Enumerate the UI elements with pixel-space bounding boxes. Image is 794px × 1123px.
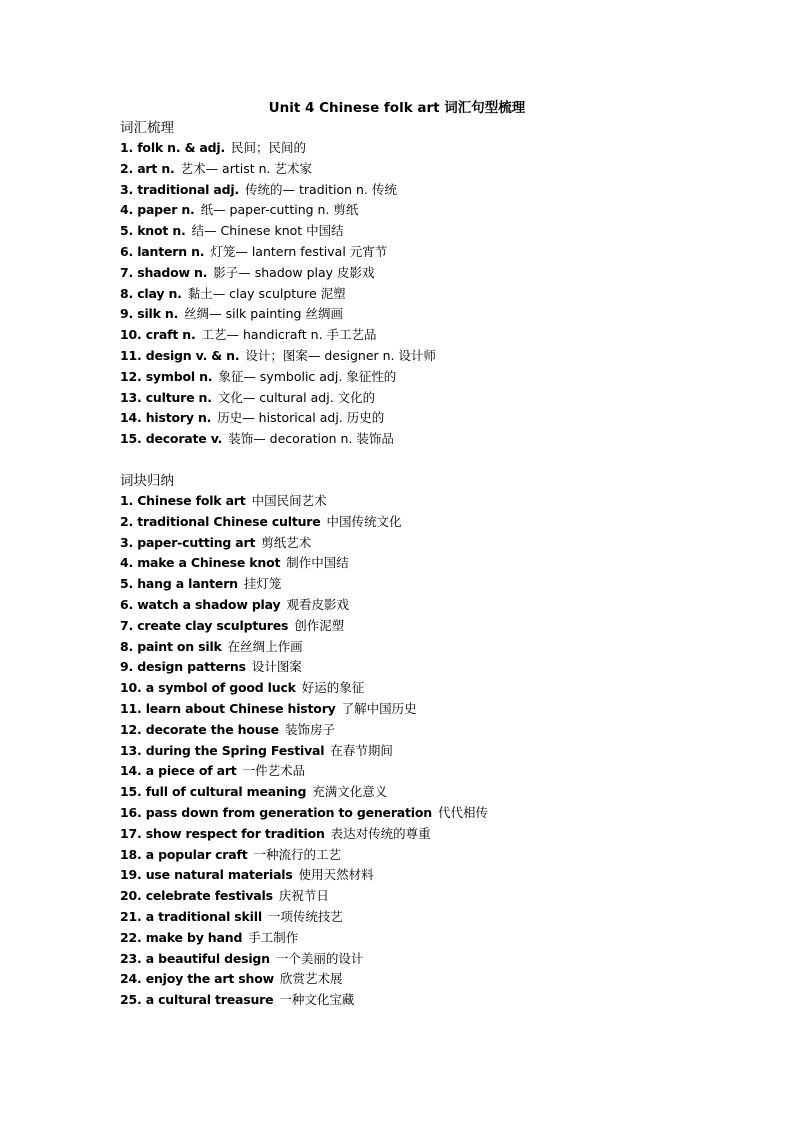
item-english: 25. a cultural treasure bbox=[120, 992, 274, 1008]
phrase-item bbox=[120, 761, 760, 782]
item-chinese: 表达对传统的尊重 bbox=[330, 825, 431, 841]
item-english: 3. traditional adj. bbox=[120, 181, 240, 197]
item-english: 17. show respect for tradition bbox=[120, 825, 325, 841]
item-english: 8. clay n. bbox=[120, 285, 182, 301]
item-chinese: 剪纸艺术 bbox=[261, 534, 312, 550]
item-chinese: 灯笼— lantern festival 元宵节 bbox=[210, 243, 388, 259]
item-chinese: 一种文化宝藏 bbox=[279, 992, 355, 1008]
vocab-item bbox=[120, 304, 760, 325]
item-english: 24. enjoy the art show bbox=[120, 971, 274, 987]
item-english: 7. create clay sculptures bbox=[120, 617, 289, 633]
phrases-list bbox=[120, 491, 760, 1011]
item-chinese: 纸— paper-cutting n. 剪纸 bbox=[200, 202, 359, 218]
item-english: 13. culture n. bbox=[120, 389, 212, 405]
item-chinese: 装饰— decoration n. 装饰品 bbox=[228, 431, 394, 447]
vocab-item bbox=[120, 284, 760, 305]
item-chinese: 庆祝节日 bbox=[278, 888, 329, 904]
item-chinese: 创作泥塑 bbox=[294, 617, 345, 633]
item-chinese: 在丝绸上作画 bbox=[227, 638, 303, 654]
item-chinese: 观看皮影戏 bbox=[286, 596, 349, 612]
phrase-item bbox=[120, 907, 760, 928]
item-english: 5. knot n. bbox=[120, 223, 186, 239]
vocabulary-section bbox=[120, 118, 760, 450]
item-english: 15. decorate v. bbox=[120, 431, 223, 447]
item-chinese: 了解中国历史 bbox=[341, 700, 417, 716]
phrase-item bbox=[120, 845, 760, 866]
vocab-item bbox=[120, 263, 760, 284]
item-english: 8. paint on silk bbox=[120, 638, 222, 654]
item-chinese: 一件艺术品 bbox=[242, 763, 306, 779]
item-chinese: 中国传统文化 bbox=[326, 513, 402, 529]
item-chinese: 文化— cultural adj. 文化的 bbox=[217, 389, 376, 405]
item-english: 6. watch a shadow play bbox=[120, 596, 281, 612]
vocab-item bbox=[120, 388, 760, 409]
item-english: 12. decorate the house bbox=[120, 721, 279, 737]
phrase-item bbox=[120, 886, 760, 907]
phrase-item bbox=[120, 678, 760, 699]
item-english: 5. hang a lantern bbox=[120, 576, 238, 592]
item-english: 20. celebrate festivals bbox=[120, 888, 273, 904]
vocab-item bbox=[120, 200, 760, 221]
phrase-item bbox=[120, 741, 760, 762]
phrase-item bbox=[120, 990, 760, 1011]
item-english: 11. learn about Chinese history bbox=[120, 700, 336, 716]
vocabulary-list bbox=[120, 138, 760, 450]
item-chinese: 代代相传 bbox=[437, 804, 488, 820]
item-chinese: 设计图案 bbox=[251, 659, 302, 675]
item-english: 12. symbol n. bbox=[120, 368, 213, 384]
item-english: 15. full of cultural meaning bbox=[120, 784, 307, 800]
phrase-item bbox=[120, 616, 760, 637]
vocab-item bbox=[120, 138, 760, 159]
phrase-item bbox=[120, 824, 760, 845]
item-chinese: 中国民间艺术 bbox=[251, 493, 327, 508]
phrase-item bbox=[120, 865, 760, 886]
phrases-section bbox=[120, 471, 760, 1011]
item-chinese: 象征— symbolic adj. 象征性的 bbox=[218, 368, 397, 384]
item-english: 18. a popular craft bbox=[120, 846, 248, 862]
phrase-item bbox=[120, 637, 760, 658]
phrase-item bbox=[120, 574, 760, 595]
vocab-item bbox=[120, 242, 760, 263]
item-chinese: 传统的— tradition n. 传统 bbox=[245, 181, 397, 197]
page-title: Unit 4 Chinese folk art 词汇句型梳理 bbox=[268, 100, 526, 116]
phrase-item bbox=[120, 595, 760, 616]
item-chinese: 结— Chinese knot 中国结 bbox=[191, 223, 344, 239]
item-english: 4. paper n. bbox=[120, 202, 195, 218]
item-english: 2. traditional Chinese culture bbox=[120, 513, 321, 529]
phrase-item bbox=[120, 491, 760, 512]
phrase-item bbox=[120, 928, 760, 949]
item-chinese: 历史— historical adj. 历史的 bbox=[217, 410, 385, 426]
vocab-item bbox=[120, 429, 760, 450]
item-english: 14. history n. bbox=[120, 410, 212, 426]
item-chinese: 手工制作 bbox=[248, 929, 299, 945]
item-english: 4. make a Chinese knot bbox=[120, 555, 281, 571]
item-english: 10. a symbol of good luck bbox=[120, 680, 296, 696]
item-chinese: 设计；图案— designer n. 设计师 bbox=[245, 347, 436, 363]
item-english: 16. pass down from generation to generation bbox=[120, 804, 432, 820]
item-chinese: 在春节期间 bbox=[330, 742, 393, 758]
phrase-item bbox=[120, 699, 760, 720]
vocab-item bbox=[120, 408, 760, 429]
item-english: 9. design patterns bbox=[120, 659, 246, 675]
item-english: 10. craft n. bbox=[120, 327, 196, 343]
item-chinese: 一种流行的工艺 bbox=[253, 846, 342, 862]
item-english: 14. a piece of art bbox=[120, 763, 237, 779]
item-english: 6. lantern n. bbox=[120, 243, 205, 259]
item-chinese: 一项传统技艺 bbox=[267, 908, 343, 924]
item-english: 21. a traditional skill bbox=[120, 908, 262, 924]
phrase-item bbox=[120, 512, 760, 533]
vocab-item bbox=[120, 346, 760, 367]
item-chinese: 一个美丽的设计 bbox=[275, 950, 364, 966]
vocab-item bbox=[120, 367, 760, 388]
item-chinese: 充满文化意义 bbox=[312, 784, 388, 800]
phrase-item bbox=[120, 782, 760, 803]
phrases-heading: 词块归纳 bbox=[120, 473, 174, 489]
phrase-item bbox=[120, 533, 760, 554]
item-english: 1. folk n. & adj. bbox=[120, 140, 226, 155]
vocab-item bbox=[120, 180, 760, 201]
item-chinese: 工艺— handicraft n. 手工艺品 bbox=[201, 327, 377, 343]
vocab-item bbox=[120, 221, 760, 242]
item-english: 3. paper-cutting art bbox=[120, 534, 256, 550]
item-english: 7. shadow n. bbox=[120, 264, 208, 280]
vocab-item bbox=[120, 325, 760, 346]
item-chinese: 欣赏艺术展 bbox=[279, 971, 343, 987]
item-english: 11. design v. & n. bbox=[120, 347, 240, 363]
item-chinese: 民间；民间的 bbox=[231, 140, 307, 155]
item-chinese: 丝绸— silk painting 丝绸画 bbox=[184, 306, 343, 322]
item-english: 22. make by hand bbox=[120, 929, 243, 945]
phrase-item bbox=[120, 553, 760, 574]
item-english: 23. a beautiful design bbox=[120, 950, 270, 966]
item-chinese: 制作中国结 bbox=[286, 555, 349, 571]
vocab-item bbox=[120, 159, 760, 180]
item-chinese: 挂灯笼 bbox=[243, 576, 282, 592]
item-chinese: 装饰房子 bbox=[284, 721, 335, 737]
item-english: 19. use natural materials bbox=[120, 867, 293, 883]
item-english: 13. during the Spring Festival bbox=[120, 742, 325, 758]
phrase-item bbox=[120, 803, 760, 824]
item-english: 2. art n. bbox=[120, 160, 175, 176]
item-chinese: 艺术— artist n. 艺术家 bbox=[180, 160, 312, 176]
item-chinese: 好运的象征 bbox=[301, 680, 365, 696]
item-chinese: 黏土— clay sculpture 泥塑 bbox=[187, 285, 346, 301]
item-english: 1. Chinese folk art bbox=[120, 493, 246, 508]
vocabulary-heading: 词汇梳理 bbox=[120, 120, 174, 136]
phrase-item bbox=[120, 969, 760, 990]
item-chinese: 影子— shadow play 皮影戏 bbox=[213, 264, 375, 280]
phrase-item bbox=[120, 657, 760, 678]
item-chinese: 使用天然材料 bbox=[298, 867, 374, 883]
phrase-item bbox=[120, 720, 760, 741]
phrase-item bbox=[120, 949, 760, 970]
item-english: 9. silk n. bbox=[120, 306, 179, 322]
